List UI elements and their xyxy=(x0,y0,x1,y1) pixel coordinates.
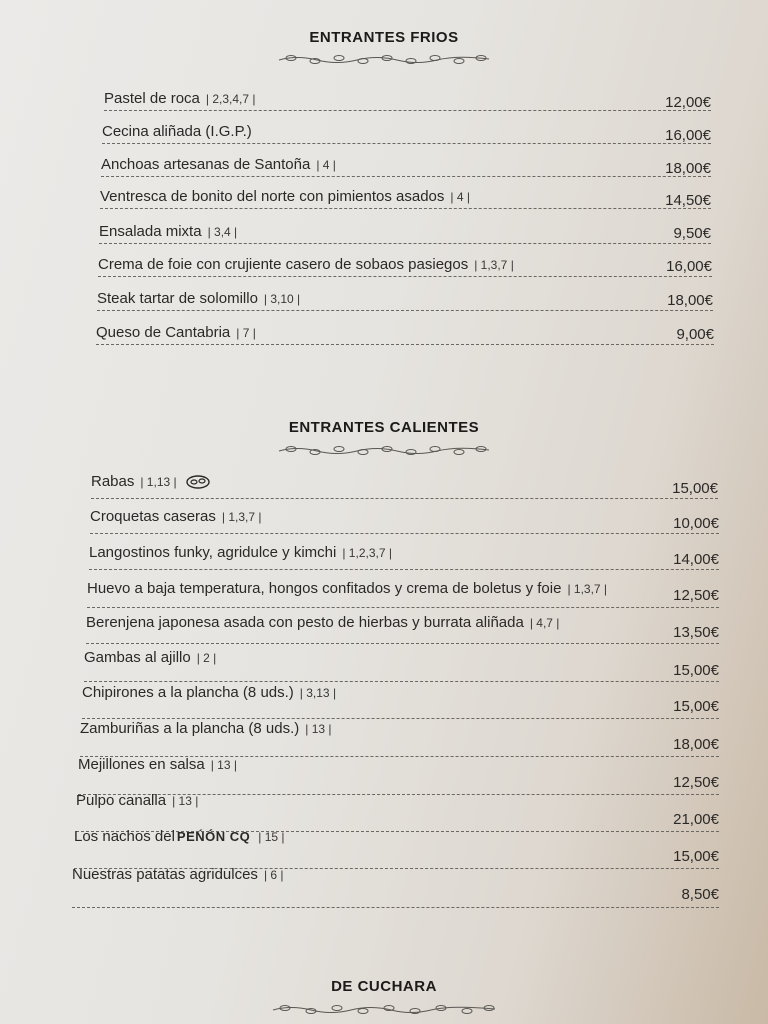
item-name: Huevo a baja temperatura, hongos confitados y crema de boletus y foie xyxy=(87,580,562,597)
dotted-divider xyxy=(102,143,711,144)
item-name: Cecina aliñada (I.G.P.) xyxy=(102,123,252,140)
item-allergens: | 15 | xyxy=(258,830,285,844)
section-title-entrantes-frios: ENTRANTES FRIOS xyxy=(309,29,459,46)
menu-item xyxy=(82,683,719,719)
item-name: Pulpo canalla xyxy=(76,792,167,809)
menu-item xyxy=(98,254,712,278)
leaf-vine-icon xyxy=(277,443,491,457)
item-price: 14,00€ xyxy=(673,551,719,568)
menu-item xyxy=(80,719,719,757)
item-name: Nuestras patatas agridulces xyxy=(72,866,258,883)
item-name: Mejillones en salsa xyxy=(78,756,205,773)
item-price: 9,00€ xyxy=(676,326,714,343)
item-allergens: | 6 | xyxy=(263,868,284,882)
item-allergens: | 3,13 | xyxy=(299,686,337,700)
item-allergens: | 1,3,7 | xyxy=(221,510,262,524)
menu-item xyxy=(76,791,719,832)
dotted-divider xyxy=(98,276,712,277)
item-name: Ensalada mixta xyxy=(99,223,202,240)
item-allergens: | 2 | xyxy=(196,651,217,665)
item-price: 18,00€ xyxy=(667,292,713,309)
item-name: Chipirones a la plancha (8 uds.) xyxy=(82,684,294,701)
item-name: Rabas xyxy=(91,473,135,490)
item-allergens: | 2,3,4,7 | xyxy=(205,92,256,106)
menu-item xyxy=(89,542,719,570)
item-price: 15,00€ xyxy=(673,662,719,679)
item-allergens: | 3,4 | xyxy=(207,225,238,239)
item-allergens: | 4,7 | xyxy=(529,616,560,630)
item-price: 16,00€ xyxy=(665,127,711,144)
menu-item xyxy=(104,88,711,112)
item-name: Croquetas caseras xyxy=(90,508,216,525)
leaf-vine-icon xyxy=(277,52,491,66)
item-name: Gambas al ajillo xyxy=(84,649,191,666)
dotted-divider xyxy=(91,498,718,499)
item-price: 12,50€ xyxy=(673,587,719,604)
item-price: 16,00€ xyxy=(666,258,712,275)
dotted-divider xyxy=(99,243,711,244)
menu-item xyxy=(100,186,711,210)
item-allergens: | 7 | xyxy=(236,326,256,340)
leaf-vine-icon xyxy=(271,1002,497,1016)
item-name: Pastel de roca xyxy=(104,90,200,107)
menu-item xyxy=(99,221,711,245)
item-price: 9,50€ xyxy=(673,225,711,242)
item-allergens: | 13 | xyxy=(210,758,237,772)
item-price: 14,50€ xyxy=(665,192,711,209)
menu-item xyxy=(84,648,719,682)
section-title-de-cuchara: DE CUCHARA xyxy=(331,978,437,995)
item-allergens: | 1,2,3,7 | xyxy=(342,546,392,560)
item-allergens: | 3,10 | xyxy=(263,292,301,306)
item-allergens: | 13 | xyxy=(172,794,199,808)
item-price: 18,00€ xyxy=(673,736,719,753)
menu-item xyxy=(72,865,719,909)
menu-item xyxy=(78,755,719,795)
dotted-divider xyxy=(72,907,719,908)
menu-item xyxy=(86,612,719,644)
item-name: Crema de foie con crujiente casero de sobaos pasiegos xyxy=(98,256,469,273)
item-price: 12,50€ xyxy=(673,774,719,791)
dotted-divider xyxy=(90,533,719,534)
dotted-divider xyxy=(100,208,711,209)
item-name: Ventresca de bonito del norte con pimientos asados xyxy=(100,188,445,205)
menu-item xyxy=(96,322,714,346)
dotted-divider xyxy=(101,176,711,177)
item-name: Los nachos del xyxy=(74,828,175,845)
brand-logo-penon: PEŃÓN CQ xyxy=(176,829,251,844)
item-name: Steak tartar de solomillo xyxy=(97,290,258,307)
dotted-divider xyxy=(96,344,714,345)
dotted-divider xyxy=(104,110,711,111)
item-name: Berenjena japonesa asada con pesto de hierbas y burrata aliñada xyxy=(86,614,524,631)
item-name: Anchoas artesanas de Santoña xyxy=(101,156,311,173)
item-price: 18,00€ xyxy=(665,160,711,177)
item-price: 15,00€ xyxy=(673,848,719,865)
item-allergens: | 4 | xyxy=(316,158,336,172)
item-name: Zamburiñas a la plancha (8 uds.) xyxy=(80,720,300,737)
item-price: 15,00€ xyxy=(673,698,719,715)
item-allergens: | 13 | xyxy=(305,722,332,736)
menu-item xyxy=(101,154,711,178)
dotted-divider xyxy=(97,310,713,311)
item-price: 13,50€ xyxy=(673,624,719,641)
item-price: 21,00€ xyxy=(673,811,719,828)
item-allergens: | 1,3,7 | xyxy=(567,582,608,596)
squid-rings-icon xyxy=(185,474,211,490)
item-allergens: | 1,13 | xyxy=(140,475,177,489)
dotted-divider xyxy=(89,569,719,570)
menu-item xyxy=(102,121,711,145)
item-name: Langostinos funky, agridulce y kimchi xyxy=(89,544,337,561)
item-allergens: | 1,3,7 | xyxy=(474,258,514,272)
item-price: 10,00€ xyxy=(673,515,719,532)
item-price: 12,00€ xyxy=(665,94,711,111)
item-allergens: | 4 | xyxy=(450,190,470,204)
menu-item xyxy=(74,827,719,869)
menu-item xyxy=(87,578,719,608)
dotted-divider xyxy=(87,607,719,608)
section-title-entrantes-calientes: ENTRANTES CALIENTES xyxy=(288,419,480,436)
menu-item xyxy=(91,471,718,499)
item-price: 15,00€ xyxy=(672,480,718,497)
dotted-divider xyxy=(86,643,719,644)
item-name: Queso de Cantabria xyxy=(96,324,231,341)
item-price: 8,50€ xyxy=(681,886,719,903)
menu-item xyxy=(97,288,713,312)
menu-item xyxy=(90,506,719,534)
dotted-divider xyxy=(84,681,719,682)
